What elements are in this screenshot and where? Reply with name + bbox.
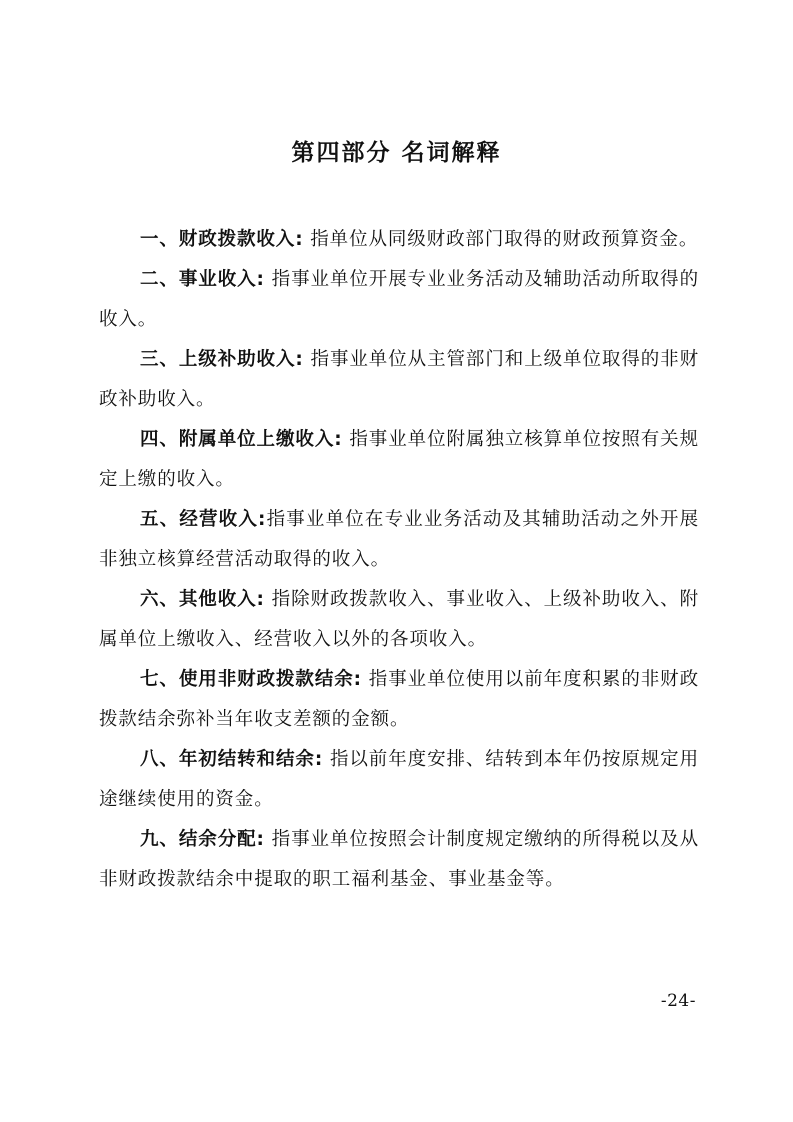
definition-item-1 [99,220,699,260]
definition-text: 指事业单位从主管部门和上级单位取得的非财政补助收入。 [99,349,699,410]
definition-text: 指事业单位开展专业业务活动及辅助活动所取得的收入。 [99,269,700,330]
definition-term: 八、年初结转和结余: [140,749,324,770]
page-title: 第四部分 名词解释 [291,140,502,166]
definition-term: 五、经营收入: [140,509,267,530]
definition-term: 七、使用非财政拨款结余: [140,669,362,690]
definition-text: 指事业单位按照会计制度规定缴纳的所得税以及从非财政拨款结余中提取的职工福利基金、事业基金等。 [99,829,700,890]
definition-item-9 [99,820,699,900]
definition-text: 指事业单位附属独立核算单位按照有关规定上缴的收入。 [99,429,700,490]
definition-item-3 [99,340,699,420]
definition-term: 一、财政拨款收入: [140,229,304,250]
definition-term: 二、事业收入: [140,269,265,290]
definition-term: 三、上级补助收入: [140,349,304,370]
definition-list [99,220,699,900]
definition-text: 指事业单位在专业业务活动及其辅助活动之外开展非独立核算经营活动取得的收入。 [99,509,699,570]
definition-term: 九、结余分配: [140,829,265,850]
definition-text: 指以前年度安排、结转到本年仍按原规定用途继续使用的资金。 [99,749,699,810]
definition-item-4 [99,420,699,500]
page-number: -24- [660,991,696,1011]
definition-item-8 [99,740,699,820]
definition-item-6 [99,580,699,660]
definition-item-5 [99,500,699,580]
definition-text: 指事业单位使用以前年度积累的非财政拨款结余弥补当年收支差额的金额。 [99,669,700,730]
definition-item-7 [99,660,699,740]
definition-text: 指单位从同级财政部门取得的财政预算资金。 [310,229,699,250]
definition-term: 六、其他收入: [140,589,265,610]
definition-text: 指除财政拨款收入、事业收入、上级补助收入、附属单位上缴收入、经营收入以外的各项收入。 [99,589,700,650]
definition-term: 四、附属单位上缴收入: [140,429,343,450]
definition-item-2 [99,260,699,340]
